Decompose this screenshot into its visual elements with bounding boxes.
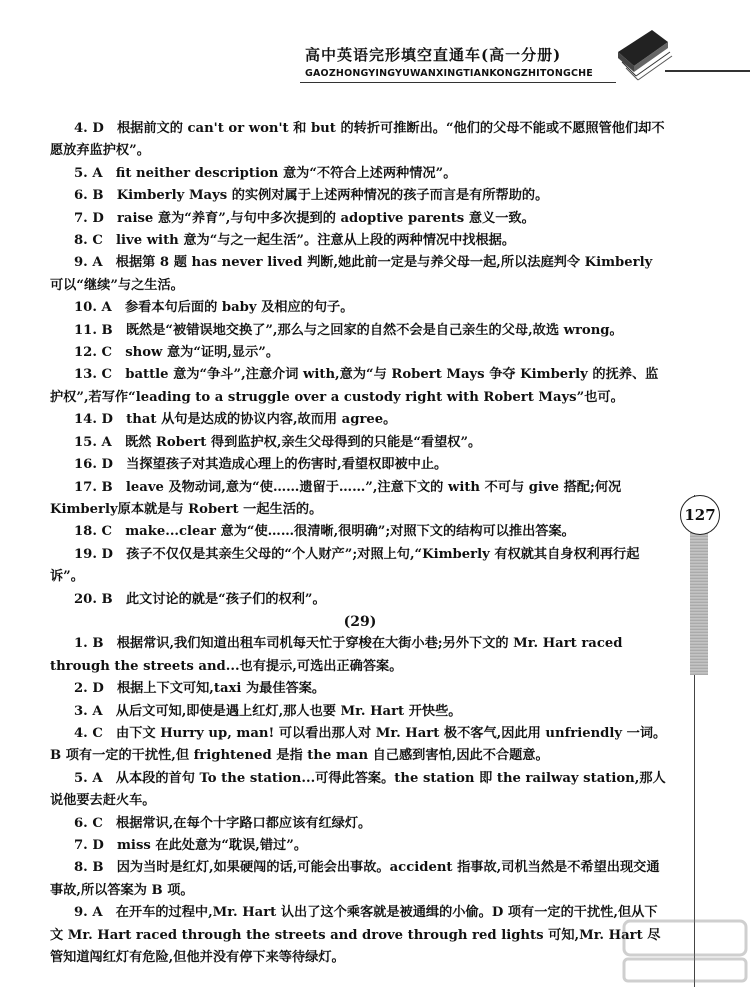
watermark-logo-icon: [620, 915, 750, 987]
answer-item: 18. C make...clear 意为“使……很清晰,很明确”;对照下文的结构可以推出答案。: [74, 524, 575, 540]
answer-content: [50, 118, 670, 969]
page-number: 127: [680, 495, 720, 535]
answer-item: 3. A 从后文可知,即使是遇上红灯,那人也要 Mr. Hart 开快些。: [74, 703, 462, 719]
answer-item: 5. A 从本段的首句 To the station...可得此答案。the station 即 the railway station,那人说他要去赶火车。: [50, 770, 666, 809]
answer-item: 19. D 孩子不仅仅是其亲生父母的“个人财产”;对照上句,“Kimberly 有权就其自身权利再行起诉”。: [50, 546, 640, 585]
header-rule-right: [665, 70, 750, 72]
answer-item: 1. B 根据常识,我们知道出租车司机每天忙于穿梭在大街小巷;另外下文的 Mr. Hart raced through the streets and...也有提示,可选出正确答案。: [50, 636, 623, 674]
answer-item: 20. B 此文讨论的就是“孩子们的权利”。: [74, 591, 326, 607]
answers-part2: [50, 633, 670, 969]
answer-item: 11. B 既然是“被错误地交换了”,那么与之回家的自然不会是自己亲生的父母,故选 wrong。: [74, 322, 623, 338]
header-rule: [300, 82, 616, 83]
answer-item: 6. C 根据常识,在每个十字路口都应该有红绿灯。: [74, 815, 372, 831]
answer-item: 14. D that 从句是达成的协议内容,故而用 agree。: [74, 412, 397, 428]
answer-item: 8. B 因为当时是红灯,如果硬闯的话,可能会出事故。accident 指事故,司机当然是不希望出现交通事故,所以答案为 B 项。: [50, 860, 660, 898]
answer-item: 10. A 参看本句后面的 baby 及相应的句子。: [74, 300, 354, 316]
book-stack-icon: [612, 22, 674, 84]
answer-item: 15. A 既然 Robert 得到监护权,亲生父母得到的只能是“看望权”。: [74, 434, 482, 450]
answer-item: 9. A 在开车的过程中,Mr. Hart 认出了这个乘客就是被通缉的小偷。D 项有一定的干扰性,但从下文 Mr. Hart raced through the streets and drove through red lights 可知,Mr. Hart 尽管知道闯红灯有危险,但他并没有停下来等待绿灯。: [50, 905, 661, 966]
answer-item: 4. C 由下文 Hurry up, man! 可以看出那人对 Mr. Hart 极不客气,因此用 unfriendly 一词。B 项有一定的干扰性,但 frightened 是指 the man 自己感到害怕,因此不合题意。: [50, 725, 667, 764]
answer-item: 7. D miss 在此处意为“耽误,错过”。: [74, 838, 308, 853]
answer-item: 4. D 根据前文的 can't or won't 和 but 的转折可推断出。“他们的父母不能或不愿照管他们却不愿放弃监护权”。: [50, 121, 665, 159]
answer-item: 6. B Kimberly Mays 的实例对属于上述两种情况的孩子而言是有所帮助的。: [74, 188, 549, 204]
answer-item: 8. C live with 意为“与之一起生活”。注意从上段的两种情况中找根据。: [74, 233, 516, 249]
answer-item: 2. D 根据上下文可知,taxi 为最佳答案。: [74, 681, 326, 697]
page-header: [0, 0, 750, 110]
book-title: 高中英语完形填空直通车(高一分册): [305, 46, 562, 64]
answer-item: 12. C show 意为“证明,显示”。: [74, 345, 280, 361]
answer-item: 7. D raise 意为“养育”,与句中多次提到的 adoptive parents 意义一致。: [74, 210, 535, 226]
answer-item: 5. A fit neither description 意为“不符合上述两种情况”。: [74, 165, 457, 181]
answer-item: 9. A 根据第 8 题 has never lived 判断,她此前一定是与养父母一起,所以法庭判令 Kimberly 可以“继续”与之生活。: [50, 255, 653, 293]
answer-item: 17. B leave 及物动词,意为“使……遗留于……”,注意下文的 with 不可与 give 搭配;何况 Kimberly原本就是与 Robert 一起生活的。: [50, 479, 622, 517]
book-title-pinyin: GAOZHONGYINGYUWANXINGTIANKONGZHITONGCHE: [305, 68, 593, 79]
margin-texture: [690, 520, 708, 675]
answer-item: 16. D 当探望孩子对其造成心理上的伤害时,看望权即被中止。: [74, 457, 448, 473]
answer-item: 13. C battle 意为“争斗”,注意介词 with,意为“与 Robert Mays 争夺 Kimberly 的抚养、监护权”,若写作“leading to a struggle over a custody right with Robert Mays”也可。: [50, 367, 659, 405]
answers-part1: [50, 118, 670, 611]
section-heading: (29): [343, 613, 377, 630]
